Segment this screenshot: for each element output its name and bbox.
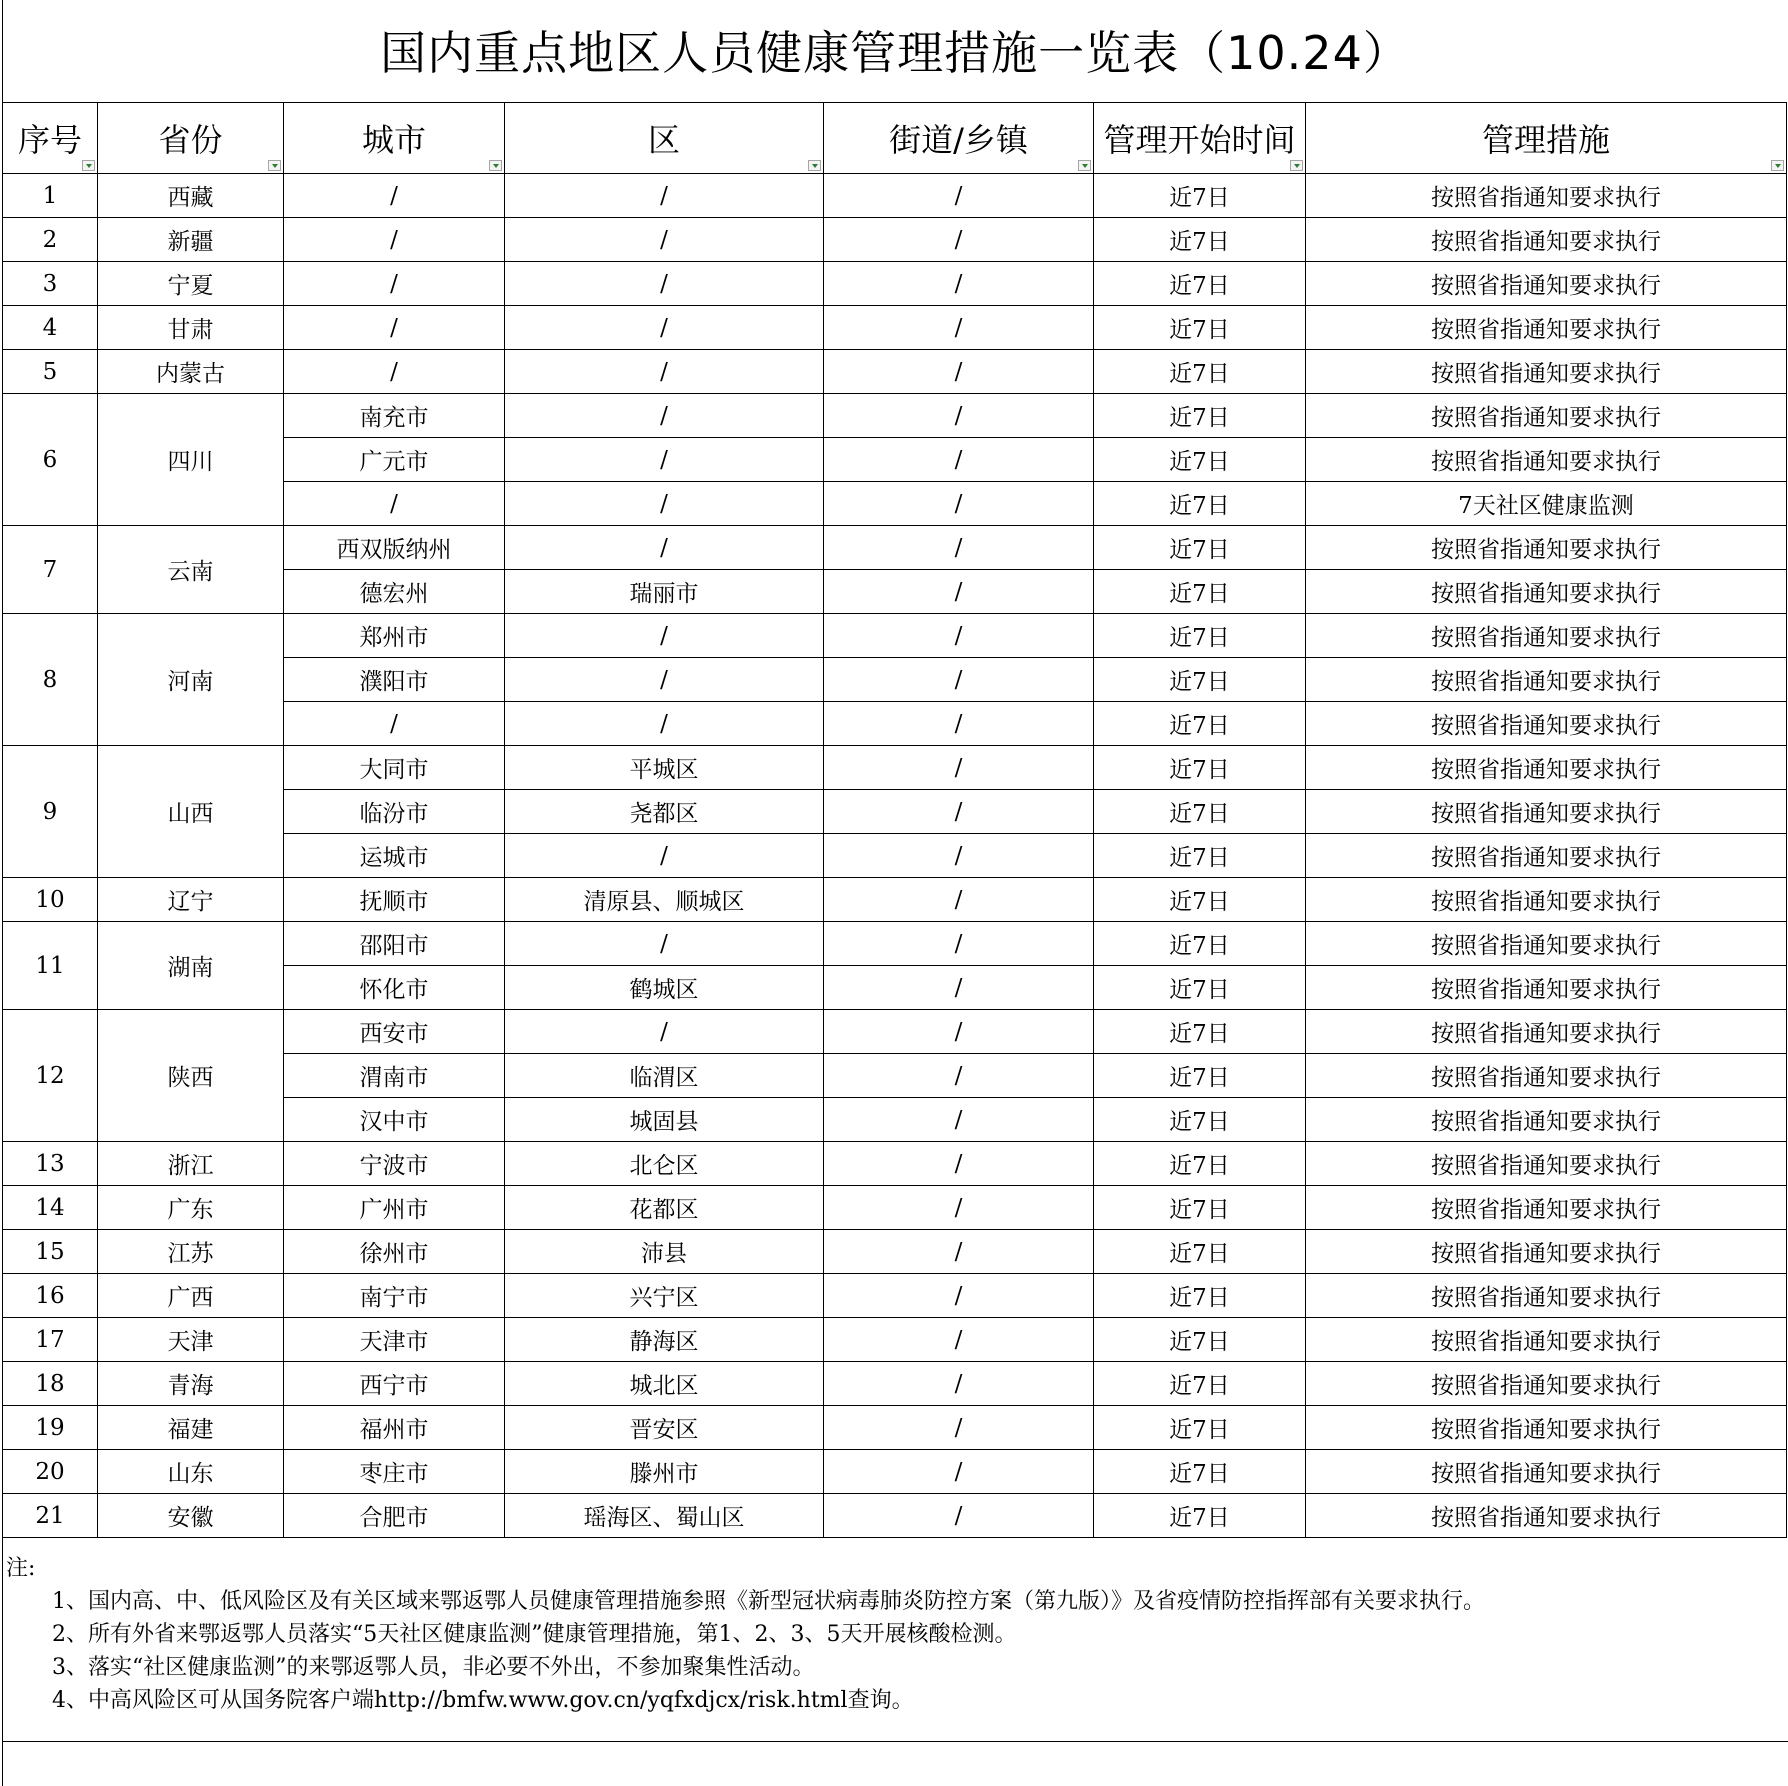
cell-measure: 按照省指通知要求执行 xyxy=(1306,790,1787,834)
note-item: 3、落实“社区健康监测”的来鄂返鄂人员，非必要不外出，不参加聚集性活动。 xyxy=(52,1655,815,1680)
cell-street: / xyxy=(824,262,1094,306)
cell-measure: 按照省指通知要求执行 xyxy=(1306,1098,1787,1142)
filter-dropdown-icon[interactable] xyxy=(1290,160,1303,171)
cell-no: 7 xyxy=(3,526,98,614)
table-row xyxy=(3,1142,1787,1186)
table-row xyxy=(3,614,1787,658)
cell-province: 青海 xyxy=(98,1362,284,1406)
cell-province: 云南 xyxy=(98,526,284,614)
cell-start-time: 近7日 xyxy=(1094,1318,1306,1362)
table-row xyxy=(3,262,1787,306)
cell-street: / xyxy=(824,1142,1094,1186)
filter-dropdown-icon[interactable] xyxy=(268,160,281,171)
table-row xyxy=(3,1274,1787,1318)
cell-street: / xyxy=(824,350,1094,394)
cell-district: 鹤城区 xyxy=(505,966,824,1010)
cell-measure: 7天社区健康监测 xyxy=(1306,482,1787,526)
cell-district: / xyxy=(505,350,824,394)
cell-street: / xyxy=(824,570,1094,614)
cell-start-time: 近7日 xyxy=(1094,834,1306,878)
cell-start-time: 近7日 xyxy=(1094,1098,1306,1142)
cell-no: 4 xyxy=(3,306,98,350)
cell-measure: 按照省指通知要求执行 xyxy=(1306,878,1787,922)
filter-dropdown-icon[interactable] xyxy=(1078,160,1091,171)
cell-street: / xyxy=(824,1318,1094,1362)
cell-street: / xyxy=(824,790,1094,834)
cell-province: 福建 xyxy=(98,1406,284,1450)
cell-street: / xyxy=(824,482,1094,526)
cell-measure: 按照省指通知要求执行 xyxy=(1306,966,1787,1010)
cell-street: / xyxy=(824,1054,1094,1098)
cell-district: / xyxy=(505,394,824,438)
cell-street: / xyxy=(824,1010,1094,1054)
cell-district: 尧都区 xyxy=(505,790,824,834)
cell-district: 临渭区 xyxy=(505,1054,824,1098)
cell-city: 合肥市 xyxy=(284,1494,505,1538)
cell-city: 西安市 xyxy=(284,1010,505,1054)
cell-start-time: 近7日 xyxy=(1094,878,1306,922)
cell-city: 徐州市 xyxy=(284,1230,505,1274)
cell-province: 江苏 xyxy=(98,1230,284,1274)
cell-city: 枣庄市 xyxy=(284,1450,505,1494)
table-row xyxy=(3,526,1787,570)
cell-district: / xyxy=(505,262,824,306)
cell-start-time: 近7日 xyxy=(1094,570,1306,614)
cell-start-time: 近7日 xyxy=(1094,174,1306,218)
note-item: 1、国内高、中、低风险区及有关区域来鄂返鄂人员健康管理措施参照《新型冠状病毒肺炎防控方案（第九版）》及省疫情防控指挥部有关要求执行。 xyxy=(52,1589,1486,1614)
table-row xyxy=(3,1186,1787,1230)
cell-measure: 按照省指通知要求执行 xyxy=(1306,218,1787,262)
cell-start-time: 近7日 xyxy=(1094,1362,1306,1406)
header-cell-district xyxy=(505,103,824,174)
cell-measure: 按照省指通知要求执行 xyxy=(1306,746,1787,790)
filter-dropdown-icon[interactable] xyxy=(82,160,95,171)
cell-no: 1 xyxy=(3,174,98,218)
table-row xyxy=(3,1362,1787,1406)
cell-start-time: 近7日 xyxy=(1094,922,1306,966)
cell-province: 广西 xyxy=(98,1274,284,1318)
cell-city: 临汾市 xyxy=(284,790,505,834)
cell-province: 山西 xyxy=(98,746,284,878)
table-row xyxy=(3,1010,1787,1054)
cell-start-time: 近7日 xyxy=(1094,1142,1306,1186)
cell-city: 天津市 xyxy=(284,1318,505,1362)
cell-district: 瑞丽市 xyxy=(505,570,824,614)
cell-city: 濮阳市 xyxy=(284,658,505,702)
cell-city: / xyxy=(284,218,505,262)
cell-city: / xyxy=(284,174,505,218)
cell-no: 19 xyxy=(3,1406,98,1450)
header-label: 管理开始时间 xyxy=(1103,121,1296,159)
cell-city: 大同市 xyxy=(284,746,505,790)
table-row xyxy=(3,1406,1787,1450)
cell-no: 15 xyxy=(3,1230,98,1274)
cell-district: / xyxy=(505,218,824,262)
table-row xyxy=(3,1230,1787,1274)
cell-province: 新疆 xyxy=(98,218,284,262)
cell-measure: 按照省指通知要求执行 xyxy=(1306,1362,1787,1406)
cell-city: / xyxy=(284,262,505,306)
table-row xyxy=(3,1494,1787,1538)
cell-city: 渭南市 xyxy=(284,1054,505,1098)
cell-street: / xyxy=(824,1406,1094,1450)
cell-province: 天津 xyxy=(98,1318,284,1362)
cell-street: / xyxy=(824,306,1094,350)
cell-measure: 按照省指通知要求执行 xyxy=(1306,438,1787,482)
cell-province: 广东 xyxy=(98,1186,284,1230)
cell-city: 运城市 xyxy=(284,834,505,878)
cell-province: 内蒙古 xyxy=(98,350,284,394)
cell-district: 瑶海区、蜀山区 xyxy=(505,1494,824,1538)
cell-district: / xyxy=(505,922,824,966)
cell-street: / xyxy=(824,1186,1094,1230)
table-row xyxy=(3,746,1787,790)
header-label: 序号 xyxy=(17,121,82,159)
cell-measure: 按照省指通知要求执行 xyxy=(1306,702,1787,746)
header-cell-start-time xyxy=(1094,103,1306,174)
cell-district: / xyxy=(505,702,824,746)
cell-province: 四川 xyxy=(98,394,284,526)
cell-no: 2 xyxy=(3,218,98,262)
table-row xyxy=(3,1450,1787,1494)
cell-city: 汉中市 xyxy=(284,1098,505,1142)
cell-measure: 按照省指通知要求执行 xyxy=(1306,614,1787,658)
notes-section xyxy=(6,1552,1485,1717)
table-row xyxy=(3,1318,1787,1362)
cell-start-time: 近7日 xyxy=(1094,1406,1306,1450)
measures-table xyxy=(2,102,1787,1538)
cell-street: / xyxy=(824,614,1094,658)
cell-street: / xyxy=(824,834,1094,878)
cell-district: 花都区 xyxy=(505,1186,824,1230)
cell-street: / xyxy=(824,1450,1094,1494)
cell-district: / xyxy=(505,614,824,658)
cell-no: 12 xyxy=(3,1010,98,1142)
cell-district: / xyxy=(505,834,824,878)
cell-measure: 按照省指通知要求执行 xyxy=(1306,1318,1787,1362)
cell-street: / xyxy=(824,658,1094,702)
cell-district: 北仑区 xyxy=(505,1142,824,1186)
cell-street: / xyxy=(824,1098,1094,1142)
cell-city: 南宁市 xyxy=(284,1274,505,1318)
cell-district: / xyxy=(505,658,824,702)
page-title: 国内重点地区人员健康管理措施一览表（10.24） xyxy=(380,26,1410,80)
cell-measure: 按照省指通知要求执行 xyxy=(1306,1186,1787,1230)
cell-city: 西双版纳州 xyxy=(284,526,505,570)
header-cell-province xyxy=(98,103,284,174)
filter-dropdown-icon[interactable] xyxy=(808,160,821,171)
cell-city: 福州市 xyxy=(284,1406,505,1450)
table-row xyxy=(3,306,1787,350)
sheet-bottom-border xyxy=(2,1741,1788,1742)
cell-district: / xyxy=(505,174,824,218)
cell-start-time: 近7日 xyxy=(1094,438,1306,482)
cell-start-time: 近7日 xyxy=(1094,614,1306,658)
cell-no: 18 xyxy=(3,1362,98,1406)
header-label: 街道/乡镇 xyxy=(889,121,1028,159)
cell-measure: 按照省指通知要求执行 xyxy=(1306,1230,1787,1274)
cell-start-time: 近7日 xyxy=(1094,746,1306,790)
cell-no: 11 xyxy=(3,922,98,1010)
cell-province: 安徽 xyxy=(98,1494,284,1538)
table-body xyxy=(3,174,1787,1538)
cell-measure: 按照省指通知要求执行 xyxy=(1306,834,1787,878)
cell-district: 静海区 xyxy=(505,1318,824,1362)
cell-street: / xyxy=(824,966,1094,1010)
cell-street: / xyxy=(824,922,1094,966)
cell-city: / xyxy=(284,306,505,350)
cell-measure: 按照省指通知要求执行 xyxy=(1306,922,1787,966)
cell-district: / xyxy=(505,306,824,350)
cell-start-time: 近7日 xyxy=(1094,482,1306,526)
cell-province: 浙江 xyxy=(98,1142,284,1186)
cell-district: 兴宁区 xyxy=(505,1274,824,1318)
cell-district: 滕州市 xyxy=(505,1450,824,1494)
cell-no: 14 xyxy=(3,1186,98,1230)
cell-street: / xyxy=(824,1494,1094,1538)
header-label: 区 xyxy=(647,121,680,159)
cell-start-time: 近7日 xyxy=(1094,526,1306,570)
cell-start-time: 近7日 xyxy=(1094,702,1306,746)
cell-city: / xyxy=(284,702,505,746)
table-row xyxy=(3,394,1787,438)
cell-district: / xyxy=(505,526,824,570)
cell-street: / xyxy=(824,394,1094,438)
table-row xyxy=(3,350,1787,394)
cell-measure: 按照省指通知要求执行 xyxy=(1306,1010,1787,1054)
note-item: 4、中高风险区可从国务院客户端http://bmfw.www.gov.cn/yqfxdjcx/risk.html查询。 xyxy=(52,1688,914,1713)
cell-city: 郑州市 xyxy=(284,614,505,658)
table-row xyxy=(3,218,1787,262)
cell-street: / xyxy=(824,746,1094,790)
cell-start-time: 近7日 xyxy=(1094,790,1306,834)
cell-province: 湖南 xyxy=(98,922,284,1010)
cell-no: 16 xyxy=(3,1274,98,1318)
note-item: 2、所有外省来鄂返鄂人员落实“5天社区健康监测”健康管理措施，第1、2、3、5天开展核酸检测。 xyxy=(52,1622,1017,1647)
cell-measure: 按照省指通知要求执行 xyxy=(1306,1142,1787,1186)
header-cell-city xyxy=(284,103,505,174)
cell-measure: 按照省指通知要求执行 xyxy=(1306,174,1787,218)
cell-province: 辽宁 xyxy=(98,878,284,922)
cell-no: 21 xyxy=(3,1494,98,1538)
notes-heading: 注: xyxy=(6,1556,36,1581)
cell-no: 3 xyxy=(3,262,98,306)
cell-no: 13 xyxy=(3,1142,98,1186)
cell-no: 6 xyxy=(3,394,98,526)
cell-measure: 按照省指通知要求执行 xyxy=(1306,350,1787,394)
cell-start-time: 近7日 xyxy=(1094,1010,1306,1054)
cell-start-time: 近7日 xyxy=(1094,1274,1306,1318)
cell-city: 德宏州 xyxy=(284,570,505,614)
header-cell-no xyxy=(3,103,98,174)
header-cell-measure xyxy=(1306,103,1787,174)
cell-measure: 按照省指通知要求执行 xyxy=(1306,394,1787,438)
cell-start-time: 近7日 xyxy=(1094,262,1306,306)
cell-district: 城北区 xyxy=(505,1362,824,1406)
header-row xyxy=(3,103,1787,174)
header-label: 省份 xyxy=(158,121,223,159)
cell-street: / xyxy=(824,878,1094,922)
cell-province: 河南 xyxy=(98,614,284,746)
cell-city: 西宁市 xyxy=(284,1362,505,1406)
cell-measure: 按照省指通知要求执行 xyxy=(1306,570,1787,614)
header-label: 城市 xyxy=(361,121,426,159)
cell-city: 怀化市 xyxy=(284,966,505,1010)
cell-start-time: 近7日 xyxy=(1094,1054,1306,1098)
cell-start-time: 近7日 xyxy=(1094,966,1306,1010)
cell-no: 5 xyxy=(3,350,98,394)
cell-city: 抚顺市 xyxy=(284,878,505,922)
cell-street: / xyxy=(824,526,1094,570)
cell-city: 广元市 xyxy=(284,438,505,482)
cell-measure: 按照省指通知要求执行 xyxy=(1306,526,1787,570)
cell-start-time: 近7日 xyxy=(1094,1186,1306,1230)
cell-district: / xyxy=(505,438,824,482)
cell-city: 广州市 xyxy=(284,1186,505,1230)
cell-district: / xyxy=(505,1010,824,1054)
cell-measure: 按照省指通知要求执行 xyxy=(1306,658,1787,702)
table-row xyxy=(3,878,1787,922)
cell-start-time: 近7日 xyxy=(1094,394,1306,438)
cell-city: 宁波市 xyxy=(284,1142,505,1186)
cell-city: 南充市 xyxy=(284,394,505,438)
cell-measure: 按照省指通知要求执行 xyxy=(1306,1494,1787,1538)
header-cell-street xyxy=(824,103,1094,174)
cell-no: 17 xyxy=(3,1318,98,1362)
cell-province: 西藏 xyxy=(98,174,284,218)
cell-street: / xyxy=(824,438,1094,482)
cell-street: / xyxy=(824,1362,1094,1406)
cell-start-time: 近7日 xyxy=(1094,306,1306,350)
header-label: 管理措施 xyxy=(1481,121,1610,159)
cell-measure: 按照省指通知要求执行 xyxy=(1306,306,1787,350)
cell-measure: 按照省指通知要求执行 xyxy=(1306,262,1787,306)
cell-province: 山东 xyxy=(98,1450,284,1494)
filter-dropdown-icon[interactable] xyxy=(1771,160,1784,171)
cell-district: 清原县、顺城区 xyxy=(505,878,824,922)
cell-no: 8 xyxy=(3,614,98,746)
cell-street: / xyxy=(824,702,1094,746)
table-row xyxy=(3,922,1787,966)
cell-no: 20 xyxy=(3,1450,98,1494)
cell-district: / xyxy=(505,482,824,526)
cell-province: 甘肃 xyxy=(98,306,284,350)
cell-measure: 按照省指通知要求执行 xyxy=(1306,1406,1787,1450)
cell-province: 陕西 xyxy=(98,1010,284,1142)
cell-start-time: 近7日 xyxy=(1094,218,1306,262)
cell-start-time: 近7日 xyxy=(1094,658,1306,702)
cell-measure: 按照省指通知要求执行 xyxy=(1306,1054,1787,1098)
filter-dropdown-icon[interactable] xyxy=(489,160,502,171)
cell-start-time: 近7日 xyxy=(1094,350,1306,394)
cell-district: 沛县 xyxy=(505,1230,824,1274)
cell-no: 10 xyxy=(3,878,98,922)
cell-no: 9 xyxy=(3,746,98,878)
cell-measure: 按照省指通知要求执行 xyxy=(1306,1274,1787,1318)
cell-district: 平城区 xyxy=(505,746,824,790)
cell-start-time: 近7日 xyxy=(1094,1230,1306,1274)
cell-street: / xyxy=(824,218,1094,262)
cell-start-time: 近7日 xyxy=(1094,1450,1306,1494)
cell-street: / xyxy=(824,1274,1094,1318)
cell-city: 邵阳市 xyxy=(284,922,505,966)
table-row xyxy=(3,174,1787,218)
cell-city: / xyxy=(284,350,505,394)
cell-measure: 按照省指通知要求执行 xyxy=(1306,1450,1787,1494)
cell-city: / xyxy=(284,482,505,526)
cell-start-time: 近7日 xyxy=(1094,1494,1306,1538)
cell-province: 宁夏 xyxy=(98,262,284,306)
cell-district: 晋安区 xyxy=(505,1406,824,1450)
cell-street: / xyxy=(824,1230,1094,1274)
cell-district: 城固县 xyxy=(505,1098,824,1142)
cell-street: / xyxy=(824,174,1094,218)
